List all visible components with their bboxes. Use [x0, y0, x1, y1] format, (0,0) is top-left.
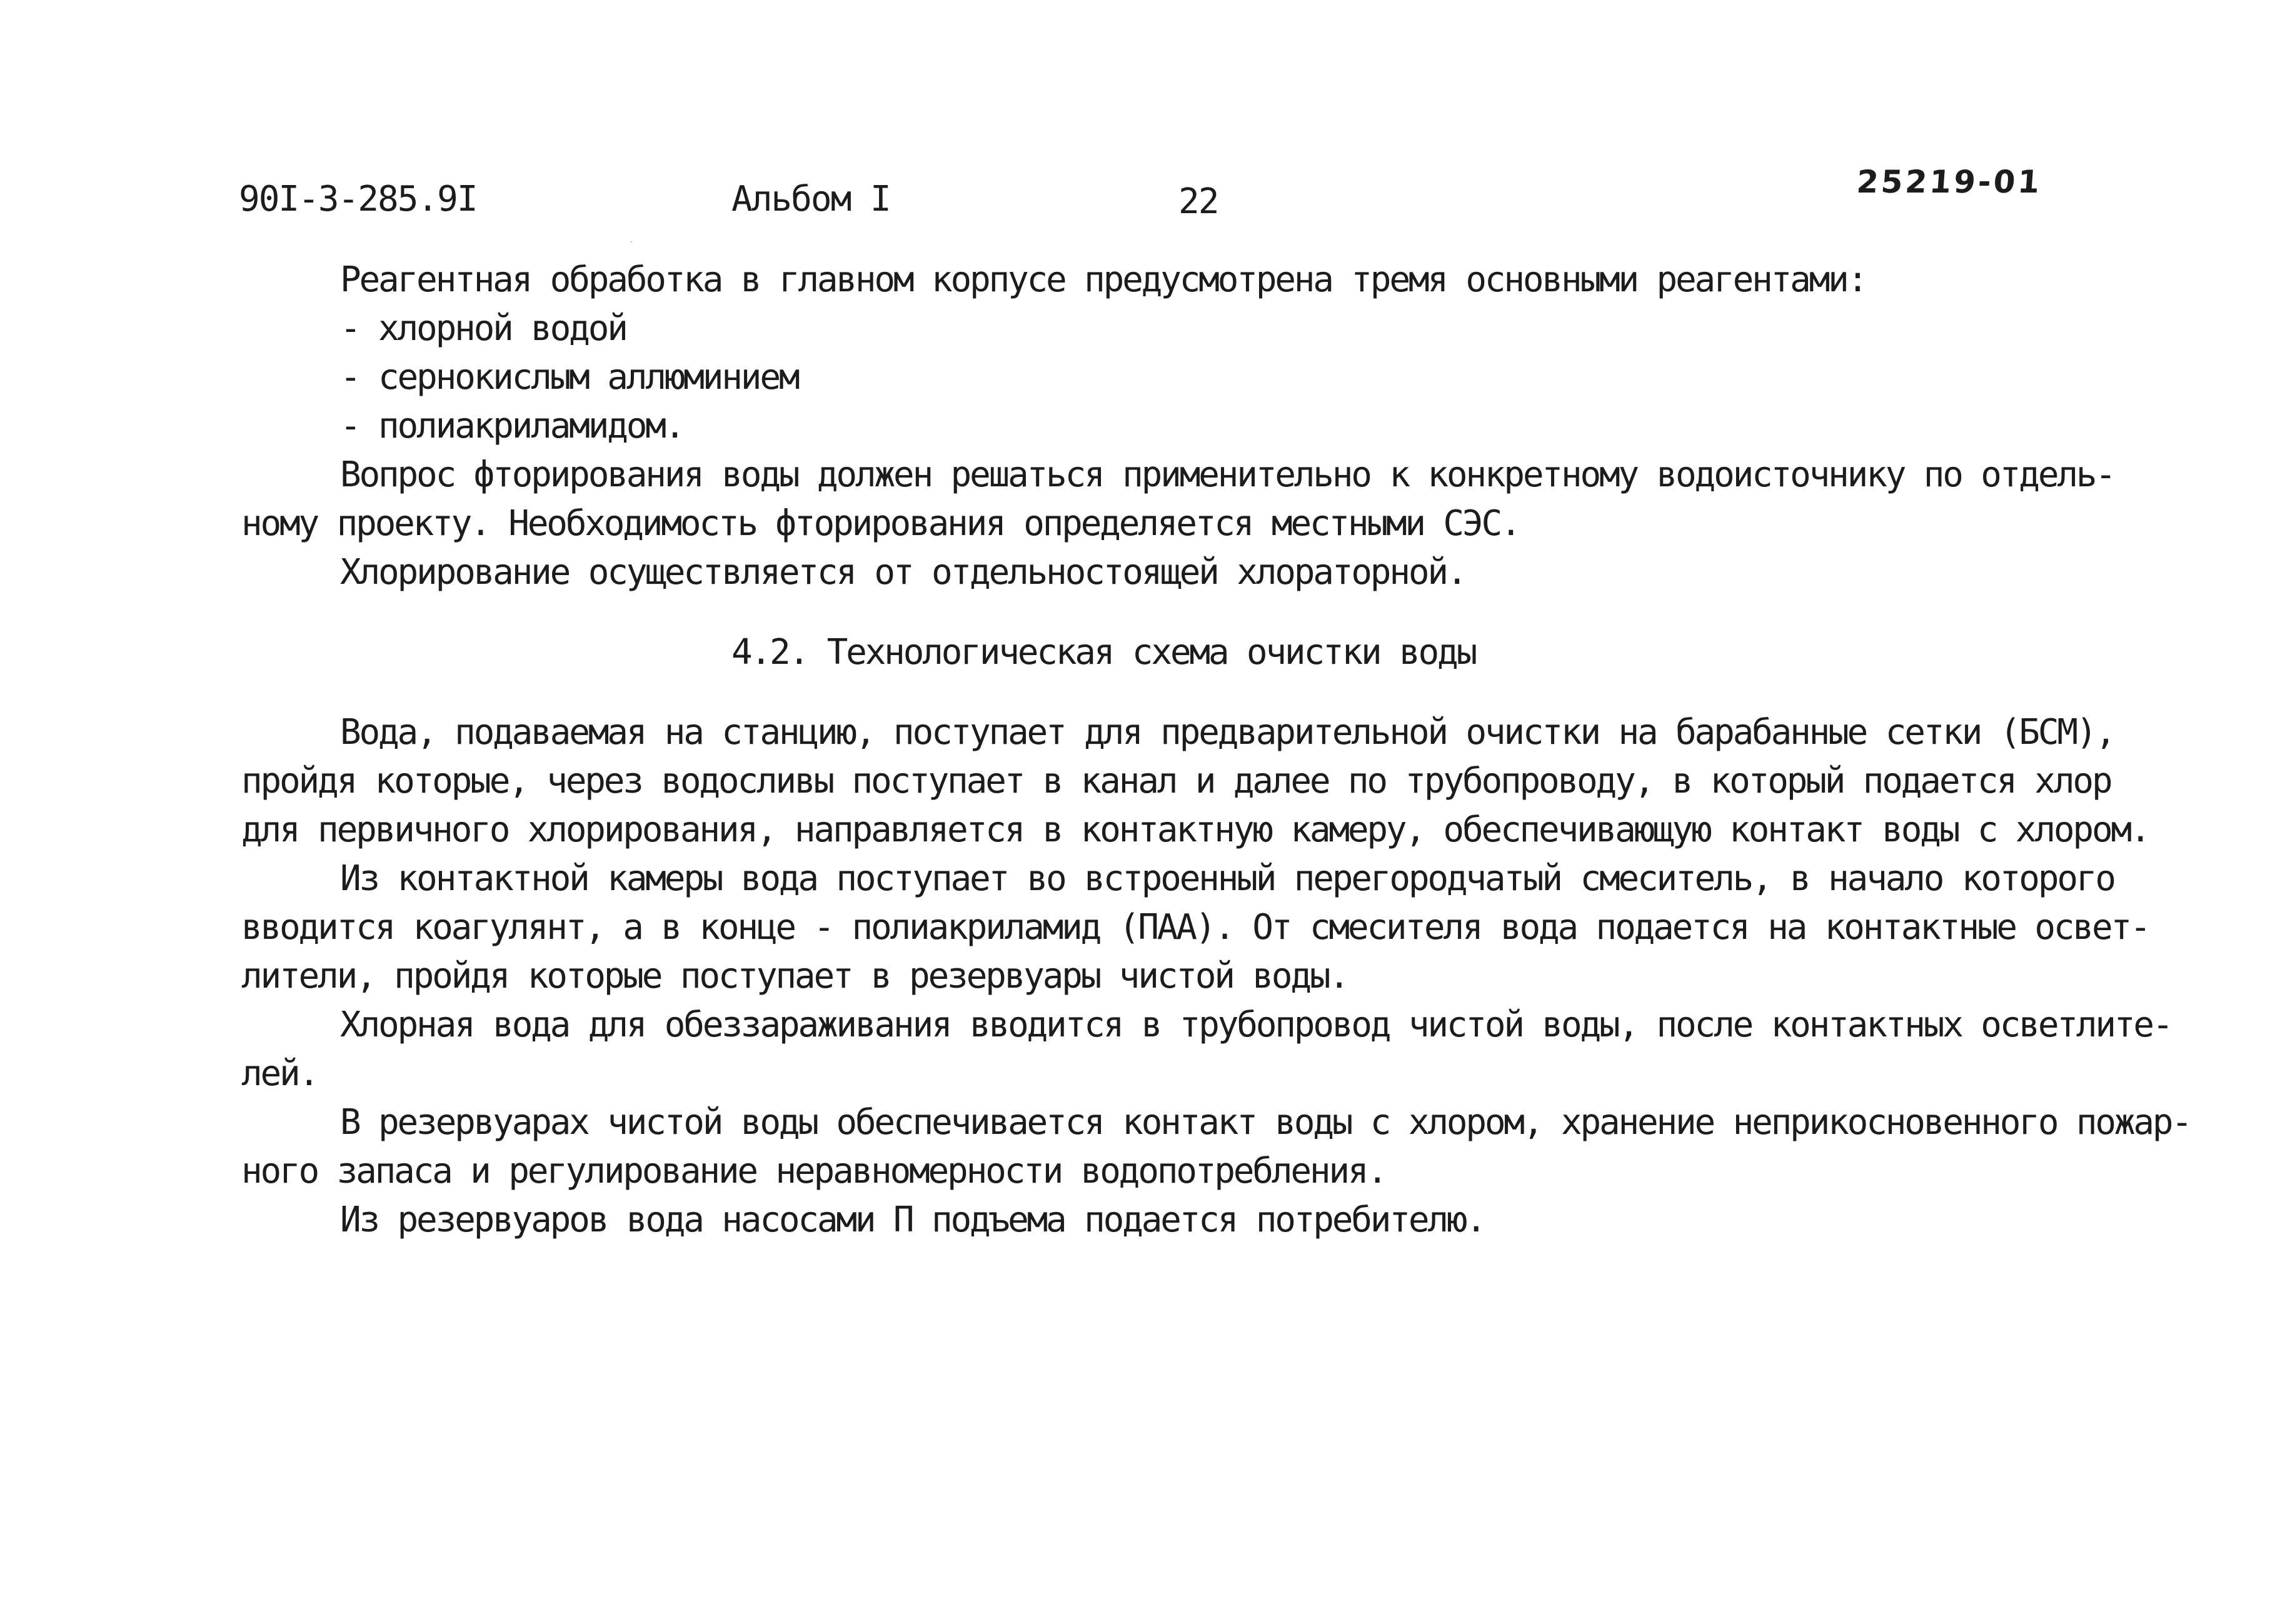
paragraph-line: лей. — [241, 1053, 318, 1094]
paragraph-line: для первичного хлорирования, направляется в контактную камеру, обеспечивающую контакт воды с хлором. — [241, 809, 2149, 850]
intro-line: Вопрос фторирования воды должен решаться применительно к конкретному водоисточнику по отдель- — [340, 454, 2114, 495]
document-code: 90I-3-285.9I — [239, 179, 477, 219]
paragraph-line: В резервуарах чистой воды обеспечивается контакт воды с хлором, хранение неприкосновенного пожар- — [340, 1102, 2191, 1143]
paragraph-line: вводится коагулянт, а в конце - полиакриламид (ПАА). От смесителя вода подается на контактные освет- — [241, 907, 2149, 948]
paragraph-line: Из резервуаров вода насосами П подъема подается потребителю. — [340, 1200, 1485, 1240]
paragraph-line: Хлорная вода для обеззараживания вводится в трубопровод чистой воды, после контактных осветлите- — [340, 1005, 2172, 1045]
intro-line: Хлорирование осуществляется от отдельностоящей хлораторной. — [340, 552, 1466, 593]
album-label: Альбом I — [731, 179, 890, 219]
intro-line: - хлорной водой — [340, 308, 626, 349]
paragraph-line: Из контактной камеры вода поступает во встроенный перегородчатый смеситель, в начало которого — [340, 858, 2114, 899]
paragraph-line: ного запаса и регулирование неравномерности водопотребления. — [241, 1151, 1386, 1191]
intro-line: - полиакриламидом. — [340, 406, 684, 446]
intro-line: - сернокислым аллюминием — [340, 357, 798, 398]
intro-line: Реагентная обработка в главном корпусе предусмотрена тремя основными реагентами: — [340, 259, 1867, 300]
paragraph-line: лители, пройдя которые поступает в резервуары чистой воды. — [241, 956, 1348, 996]
stamp-number: 25219-01 — [1855, 164, 2044, 200]
intro-line: ному проекту. Необходимость фторирования определяется местными СЭС. — [241, 503, 1520, 544]
scan-speck — [630, 241, 632, 243]
paragraph-line: пройдя которые, через водосливы поступает в канал и далее по трубопроводу, в который подается хлор — [241, 761, 2111, 801]
section-heading: 4.2. Технологическая схема очистки воды — [731, 632, 1476, 673]
paragraph-line: Вода, подаваемая на станцию, поступает для предварительной очистки на барабанные сетки (БСМ), — [340, 712, 2114, 753]
page-number: 22 — [1178, 181, 1218, 222]
